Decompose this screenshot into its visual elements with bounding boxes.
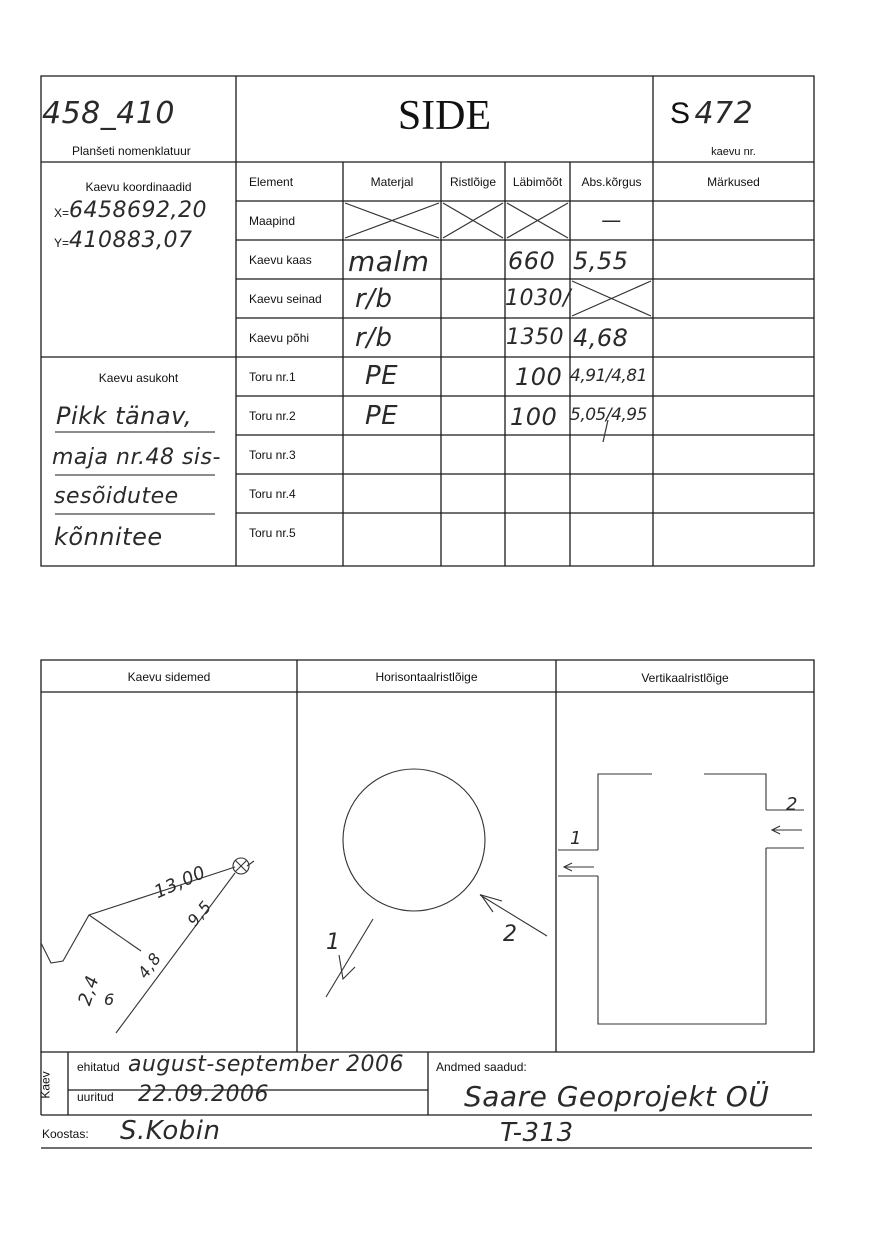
panel-label-horisontaal: Horisontaalristlõige <box>375 670 478 684</box>
uuritud-label: uuritud <box>77 1090 114 1104</box>
sketch-dimension: 13,00 <box>151 861 209 904</box>
x-value: 6458692,20 <box>69 198 207 223</box>
nomenclature-label: Planšeti nomenklatuur <box>72 144 191 158</box>
row-element: Kaevu kaas <box>249 253 312 267</box>
panel-label-sidemed: Kaevu sidemed <box>127 670 211 684</box>
ehitatud-label: ehitatud <box>77 1060 120 1074</box>
pipe-label: 2 <box>503 922 518 947</box>
labimoot-cell: 660 <box>508 247 556 275</box>
row-element: Toru nr.1 <box>249 370 296 384</box>
andmed-value: Saare Geoprojekt OÜ <box>464 1080 770 1113</box>
koostas-label: Koostas: <box>42 1127 89 1141</box>
abs-cell: — <box>601 208 622 232</box>
location-line: kõnnitee <box>54 523 163 551</box>
sketch-dimension: 4,8 <box>133 949 166 982</box>
sketch-dimension: 2,4 <box>74 972 104 1009</box>
materjal-cell: r/b <box>355 323 393 353</box>
labimoot-cell: 100 <box>515 363 563 391</box>
vertical-section-sketch <box>556 693 814 1052</box>
materjal-cell: malm <box>348 245 430 278</box>
row-element: Kaevu seinad <box>249 292 322 306</box>
row-element: Toru nr.2 <box>249 409 296 423</box>
y-value: 410883,07 <box>69 228 193 253</box>
abs-cell: 5,55 <box>573 247 629 275</box>
header-element: Element <box>249 175 294 189</box>
nomenclature-value: 458_410 <box>42 96 176 131</box>
labimoot-cell: 100 <box>510 403 558 431</box>
location-label: Kaevu asukoht <box>98 371 179 385</box>
coords-label: Kaevu koordinaadid <box>85 180 192 194</box>
koostas-value: S.Kobin <box>120 1116 221 1146</box>
pipe-label: 1 <box>326 930 341 955</box>
materjal-cell: r/b <box>355 284 393 314</box>
sketch-dimension: 6 <box>104 990 115 1009</box>
y-prefix: Y= <box>54 236 70 250</box>
andmed-code: T-313 <box>500 1118 574 1148</box>
y-coordinate <box>54 228 193 253</box>
sketch-dimension: 9,5 <box>183 897 216 930</box>
well-prefix: S <box>670 97 691 130</box>
panel-label-vertikaal: Vertikaalristlõige <box>641 671 729 685</box>
labimoot-cell: 1030/ <box>505 286 571 311</box>
pipe-label: 1 <box>570 828 582 849</box>
header-markused: Märkused <box>707 175 760 189</box>
location-line: maja nr.48 sis- <box>52 445 221 470</box>
abs-cell: 4,68 <box>573 324 629 352</box>
labimoot-cell: 1350 <box>506 325 564 350</box>
row-element: Toru nr.5 <box>249 526 296 540</box>
location-line: sesõidutee <box>54 484 179 509</box>
x-prefix: X= <box>54 206 70 220</box>
abs-cell: 4,91/4,81 <box>570 366 647 386</box>
abs-cell: 5,05/4,95 <box>570 405 647 425</box>
row-element: Kaevu põhi <box>249 331 310 345</box>
form-title: SIDE <box>397 93 492 139</box>
horizontal-section-sketch <box>297 693 556 1052</box>
header-ristloige: Ristlõige <box>449 175 497 189</box>
row-element: Toru nr.4 <box>249 487 296 501</box>
row-element: Toru nr.3 <box>249 448 296 462</box>
materjal-cell: PE <box>365 361 399 391</box>
pipe-label: 2 <box>786 794 798 815</box>
row-element: Maapind <box>249 214 296 228</box>
x-coordinate <box>54 198 207 223</box>
andmed-label: Andmed saadud: <box>436 1060 527 1074</box>
header-abs-korgus: Abs.kõrgus <box>581 175 642 189</box>
ehitatud-value: august-september 2006 <box>128 1052 404 1077</box>
top-form-grid <box>0 0 872 600</box>
header-materjal: Materjal <box>370 175 414 189</box>
header-labimoot: Läbimõõt <box>512 175 563 189</box>
kaev-label: Kaev <box>38 1071 53 1099</box>
materjal-cell: PE <box>365 401 399 431</box>
well-label: kaevu nr. <box>711 146 756 158</box>
well-number-value: 472 <box>694 96 754 131</box>
location-line: Pikk tänav, <box>56 402 192 430</box>
well-number <box>670 96 753 131</box>
uuritud-value: 22.09.2006 <box>138 1082 269 1107</box>
